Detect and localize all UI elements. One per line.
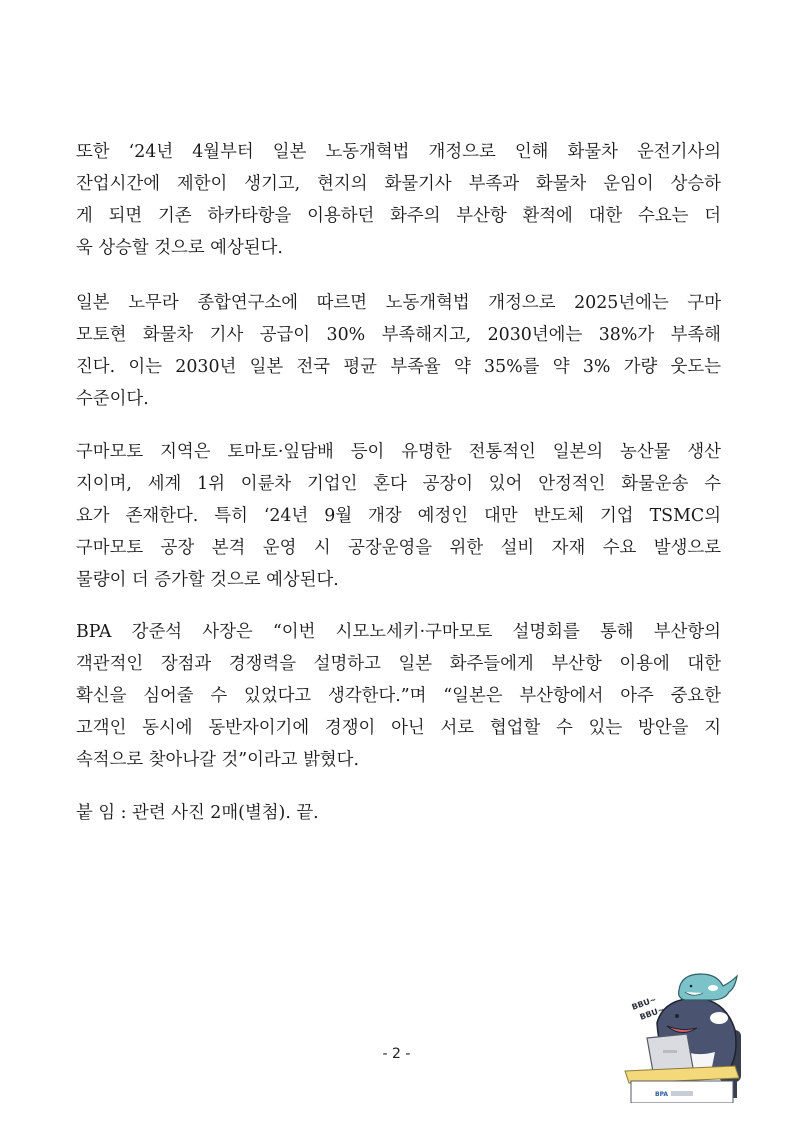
text-line: 속적으로 찾아나갈 것”이라고 밝혔다. [76,750,359,770]
svg-text:BBU~: BBU~ [638,1004,666,1022]
text-line: 구마모토 공장 본격 운영 시 공장운영을 위한 설비 자재 수요 발생으로 [76,538,721,558]
text-line: 확신을 심어줄 수 있었다고 생각한다.”며 “일본은 부산항에서 아주 중요한 [76,686,721,706]
text-line: 수준이다. [76,389,149,409]
paragraph-labor-reform [76,136,721,264]
text-line: 게 되면 기존 하카타항을 이용하던 화주의 부산항 환적에 대한 수요는 더 [76,206,721,226]
paragraph-nomura-research [76,287,721,415]
text-line: 지이며, 세계 1위 이륜차 기업인 혼다 공장이 있어 안정적인 화물운송 수 [76,474,721,494]
text-line: BPA 강준석 사장은 “이번 시모노세키·구마모토 설명회를 통해 부산항의 [76,622,721,642]
text-line: 요가 존재한다. 특히 ‘24년 9월 개장 예정인 대만 반도체 기업 TSMC의 [76,506,721,526]
text-line: 욱 상승할 것으로 예상된다. [76,238,283,258]
text-line: 잔업시간에 제한이 생기고, 현지의 화물기사 부족과 화물차 운임이 상승하 [76,174,721,194]
text-line: 일본 노무라 종합연구소에 따르면 노동개혁법 개정으로 2025년에는 구마 [76,293,721,313]
bpa-mascot-icon [615,968,750,1103]
text-line: 고객인 동시에 동반자이기에 경쟁이 아닌 서로 협업할 수 있는 방안을 지 [76,718,721,738]
text-line: 진다. 이는 2030년 일본 전국 평균 부족율 약 35%를 약 3% 가량 웃도는 [76,357,721,377]
page-number: - 2 - [382,1046,411,1062]
text-line: 구마모토 지역은 토마토·잎담배 등이 유명한 전통적인 일본의 농산물 생산 [76,442,721,462]
paragraph-bpa-president-quote [76,616,721,776]
attachment-note [76,797,721,829]
paragraph-kumamoto-region [76,436,721,596]
svg-text:BBU~: BBU~ [630,994,658,1012]
text-line: 또한 ‘24년 4월부터 일본 노동개혁법 개정으로 인해 화물차 운전기사의 [76,142,721,162]
text-line: 모토현 화물차 기사 공급이 30% 부족해지고, 2030년에는 38%가 부족해 [76,325,721,345]
text-line: 객관적인 장점과 경쟁력을 설명하고 일본 화주들에게 부산항 이용에 대한 [76,654,721,674]
svg-text:BPA: BPA [655,1091,669,1098]
text-line: 붙 임 : 관련 사진 2매(별첨). 끝. [76,803,319,823]
text-line: 물량이 더 증가할 것으로 예상된다. [76,570,339,590]
